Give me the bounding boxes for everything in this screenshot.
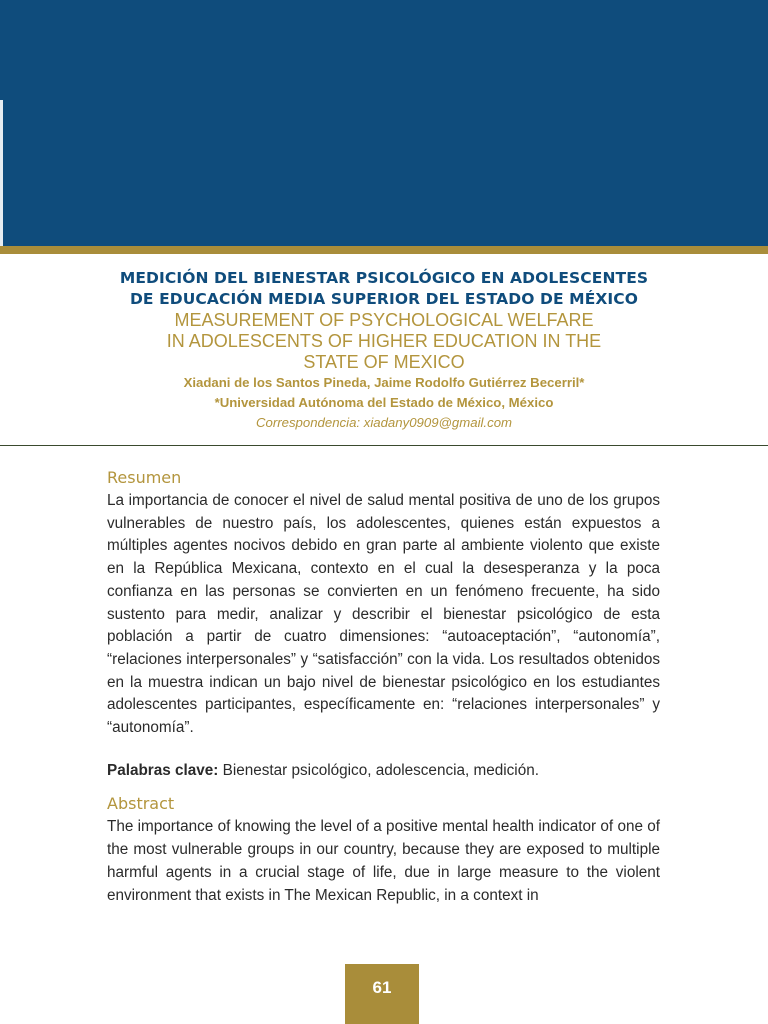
keywords-label: Palabras clave: [107, 761, 219, 779]
title-block [0, 268, 768, 433]
author-names: Xiadani de los Santos Pineda, Jaime Rodolfo Gutiérrez Becerril* [183, 375, 585, 390]
gold-divider [0, 246, 768, 254]
abstract-heading: Abstract [107, 794, 175, 814]
author-affiliation: *Universidad Autónoma del Estado de México, México [214, 395, 554, 410]
correspondence-email: Correspondencia: xiadany0909@gmail.com [255, 415, 513, 430]
title-spanish-line-2: DE EDUCACIÓN MEDIA SUPERIOR DEL ESTADO DE MÉXICO [129, 290, 639, 308]
header-band [0, 0, 768, 246]
keywords-text: Bienestar psicológico, adolescencia, medición. [218, 761, 539, 779]
article-body [107, 466, 660, 907]
title-english-line-3: STATE OF MEXICO [303, 352, 465, 372]
header-edge-accent [0, 100, 3, 246]
section-divider [0, 445, 768, 446]
resumen-heading: Resumen [107, 468, 182, 487]
title-english-line-1: MEASUREMENT OF PSYCHOLOGICAL WELFARE [174, 310, 594, 330]
title-english-line-2: IN ADOLESCENTS OF HIGHER EDUCATION IN THE [166, 331, 602, 351]
keywords-line [107, 760, 660, 783]
page-number-badge [345, 964, 419, 1024]
title-spanish-line-1: MEDICIÓN DEL BIENESTAR PSICOLÓGICO EN ADOLESCENTES [119, 269, 649, 287]
page-number: 61 [372, 978, 392, 997]
abstract-paragraph: The importance of knowing the level of a positive mental health indicator of one of the most vulnerable groups in our country, because they are exposed to multiple harmful agents in a crucial stage of life, due in large measure to the violent environment that exists in The Mexican Republic, in a context in [107, 818, 660, 904]
resumen-paragraph: La importancia de conocer el nivel de salud mental positiva de uno de los grupos vulnerables de nuestro país, los adolescentes, quienes están expuestos a múltiples agentes nocivos debido en gran parte al ambiente violento que existe en la República Mexicana, contexto en el cual la desesperanza y la poca confianza en las personas se convierten en un fenómeno frecuente, ha sido sustento para medir, analizar y describir el bienestar psicológico de esta población a partir de cuatro dimensiones: “autoaceptación”, “autonomía”, “relaciones interpersonales” y “satisfacción” con la vida. Los resultados obtenidos en la muestra indican un bajo nivel de bienestar psicológico en los estudiantes adolescentes participantes, específicamente en: “relaciones interpersonales” y “autonomía”. [107, 492, 660, 737]
